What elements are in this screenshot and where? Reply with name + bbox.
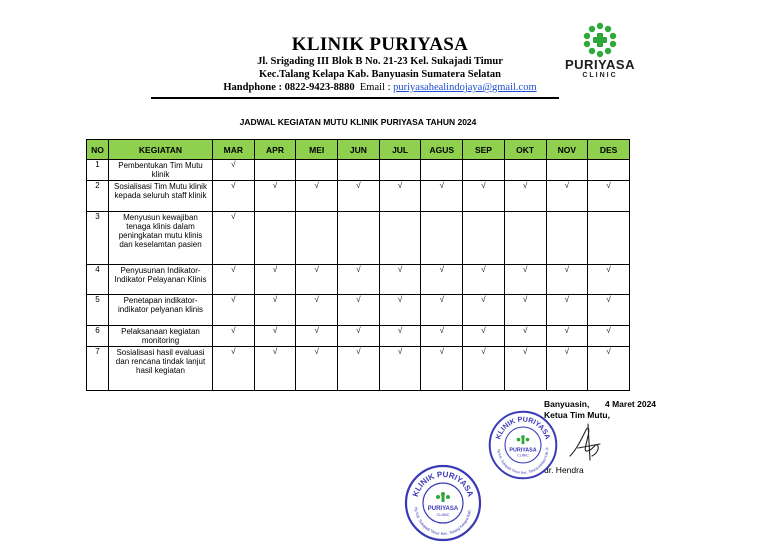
- month-check: √: [213, 347, 255, 391]
- month-check: √: [254, 326, 296, 347]
- month-check: [546, 212, 588, 265]
- month-check: √: [213, 326, 255, 347]
- email-link[interactable]: puriyasahealindojaya@gmail.com: [393, 82, 537, 93]
- svg-text:PURIYASA: PURIYASA: [427, 506, 459, 512]
- month-check: √: [546, 326, 588, 347]
- month-check: √: [254, 265, 296, 295]
- month-check: √: [296, 295, 338, 326]
- stamp-seal-icon: [487, 409, 559, 481]
- month-check: [338, 160, 380, 181]
- sign-role: Ketua Tim Mutu,: [544, 410, 610, 420]
- month-check: √: [379, 295, 421, 326]
- month-check: √: [463, 326, 505, 347]
- row-number: 6: [87, 326, 109, 347]
- month-check: √: [546, 265, 588, 295]
- month-check: √: [504, 265, 546, 295]
- document-title: JADWAL KEGIATAN MUTU KLINIK PURIYASA TAHUN 2024: [239, 117, 477, 127]
- logo-subtitle: CLINIC: [582, 72, 618, 79]
- month-check: [546, 160, 588, 181]
- month-check: √: [421, 347, 463, 391]
- svg-text:KLINIK PURIYASA: KLINIK PURIYASA: [493, 414, 553, 441]
- header-cell: OKT: [504, 140, 546, 160]
- letterhead-divider: [151, 97, 559, 99]
- month-check: √: [338, 265, 380, 295]
- month-check: √: [504, 295, 546, 326]
- row-number: 3: [87, 212, 109, 265]
- svg-text:Jl. Srigading Kel. Sukajadi Ti: ng Kel. Sukajadi Timur Kec. Talang Kelapa Kab. B: [496, 447, 550, 475]
- month-check: √: [254, 347, 296, 391]
- signer-name: dr. Hendra: [544, 465, 584, 475]
- header-cell: APR: [254, 140, 296, 160]
- table-header-row: [87, 140, 630, 160]
- sign-date: 4 Maret 2024: [605, 399, 657, 409]
- month-check: √: [338, 295, 380, 326]
- month-check: [379, 212, 421, 265]
- month-check: √: [338, 181, 380, 212]
- month-check: √: [213, 212, 255, 265]
- clinic-stamp-lower: [402, 463, 484, 543]
- svg-text:CLINIC: CLINIC: [436, 512, 450, 517]
- month-check: √: [546, 181, 588, 212]
- table-row: [87, 265, 630, 295]
- month-check: √: [296, 181, 338, 212]
- svg-text:PURIYASA: PURIYASA: [509, 447, 537, 454]
- month-check: √: [463, 295, 505, 326]
- puriyasa-logo-icon: [580, 22, 620, 58]
- month-check: [338, 212, 380, 265]
- month-check: √: [296, 265, 338, 295]
- activity-cell: Penetapan indikator-indikator pelyanan klinis: [109, 295, 213, 326]
- header-cell: SEP: [463, 140, 505, 160]
- month-check: √: [463, 347, 505, 391]
- month-check: [504, 212, 546, 265]
- month-check: √: [421, 326, 463, 347]
- month-check: √: [588, 265, 630, 295]
- month-check: √: [379, 181, 421, 212]
- activity-cell: Pembentukan Tim Mutu klinik: [109, 160, 213, 181]
- row-number: 1: [87, 160, 109, 181]
- header-cell: MEI: [296, 140, 338, 160]
- signature-block: [544, 399, 669, 421]
- sign-place: Banyuasin,: [544, 399, 590, 409]
- month-check: √: [338, 347, 380, 391]
- table-row: [87, 295, 630, 326]
- month-check: [254, 212, 296, 265]
- month-check: √: [588, 181, 630, 212]
- month-check: √: [379, 265, 421, 295]
- clinic-logo: [556, 22, 644, 88]
- month-check: [463, 160, 505, 181]
- month-check: [588, 160, 630, 181]
- activity-cell: Sosialisasi hasil evaluasi dan rencana tindak lanjut hasil kegiatan: [109, 347, 213, 391]
- row-number: 2: [87, 181, 109, 212]
- email-label: Email :: [359, 82, 391, 93]
- month-check: √: [338, 326, 380, 347]
- month-check: √: [504, 326, 546, 347]
- month-check: √: [588, 326, 630, 347]
- activity-cell: Pelaksanaan kegiatan monitoring: [109, 326, 213, 347]
- activity-cell: Penyusunan Indikator-Indikator Pelayanan Klinis: [109, 265, 213, 295]
- month-check: [504, 160, 546, 181]
- month-check: √: [421, 181, 463, 212]
- month-check: [296, 160, 338, 181]
- month-check: √: [504, 347, 546, 391]
- header-cell: NOV: [546, 140, 588, 160]
- svg-text:KLINIK PURIYASA: KLINIK PURIYASA: [410, 469, 476, 498]
- schedule-table: [86, 139, 630, 391]
- month-check: [254, 160, 296, 181]
- month-check: √: [296, 326, 338, 347]
- address-line-2: Kec.Talang Kelapa Kab. Banyuasin Sumatera Selatan: [258, 69, 502, 80]
- svg-text:CLINIC: CLINIC: [517, 453, 529, 458]
- address-line-1: Jl. Srigading III Blok B No. 21-23 Kel. Sukajadi Timur: [257, 56, 503, 67]
- activity-cell: Menyusun kewajiban tenaga klinis dalam peningkatan mutu klinis dan keselamtan pasien: [109, 212, 213, 265]
- month-check: √: [588, 295, 630, 326]
- month-check: [588, 212, 630, 265]
- month-check: √: [213, 181, 255, 212]
- month-check: √: [254, 295, 296, 326]
- month-check: [421, 160, 463, 181]
- stamp-seal-icon: [402, 463, 484, 543]
- month-check: √: [379, 326, 421, 347]
- svg-text:Jl. Srigading Kel. Sukajadi Ti: ng Kel. Sukajadi Timur Kec. Talang Kelapa Kab.: [413, 506, 472, 537]
- month-check: √: [421, 295, 463, 326]
- header-cell: DES: [588, 140, 630, 160]
- month-check: √: [213, 295, 255, 326]
- header-cell: AGUS: [421, 140, 463, 160]
- month-check: √: [254, 181, 296, 212]
- letterhead: [180, 34, 580, 94]
- header-cell: MAR: [213, 140, 255, 160]
- row-number: 7: [87, 347, 109, 391]
- month-check: √: [213, 265, 255, 295]
- month-check: √: [296, 347, 338, 391]
- month-check: √: [379, 347, 421, 391]
- table-row: [87, 326, 630, 347]
- month-check: √: [504, 181, 546, 212]
- clinic-name: KLINIK PURIYASA: [291, 34, 469, 55]
- handwritten-signature: [566, 420, 606, 464]
- month-check: √: [463, 181, 505, 212]
- month-check: [379, 160, 421, 181]
- activity-cell: Sosialisasi Tim Mutu klinik kepada seluruh staff klinik: [109, 181, 213, 212]
- table-row: [87, 160, 630, 181]
- header-cell: NO: [87, 140, 109, 160]
- month-check: [463, 212, 505, 265]
- row-number: 4: [87, 265, 109, 295]
- row-number: 5: [87, 295, 109, 326]
- header-cell: KEGIATAN: [109, 140, 213, 160]
- month-check: [296, 212, 338, 265]
- month-check: √: [213, 160, 255, 181]
- logo-name: PURIYASA: [565, 57, 635, 72]
- month-check: √: [421, 265, 463, 295]
- month-check: [421, 212, 463, 265]
- table-row: [87, 347, 630, 391]
- month-check: √: [463, 265, 505, 295]
- clinic-stamp-upper: [487, 409, 559, 481]
- header-cell: JUN: [338, 140, 380, 160]
- header-cell: JUL: [379, 140, 421, 160]
- table-row: [87, 181, 630, 212]
- table-row: [87, 212, 630, 265]
- month-check: √: [588, 347, 630, 391]
- phone-label: Handphone : 0822-9423-8880: [223, 82, 355, 93]
- month-check: √: [546, 295, 588, 326]
- month-check: √: [546, 347, 588, 391]
- contact-line: [180, 81, 580, 94]
